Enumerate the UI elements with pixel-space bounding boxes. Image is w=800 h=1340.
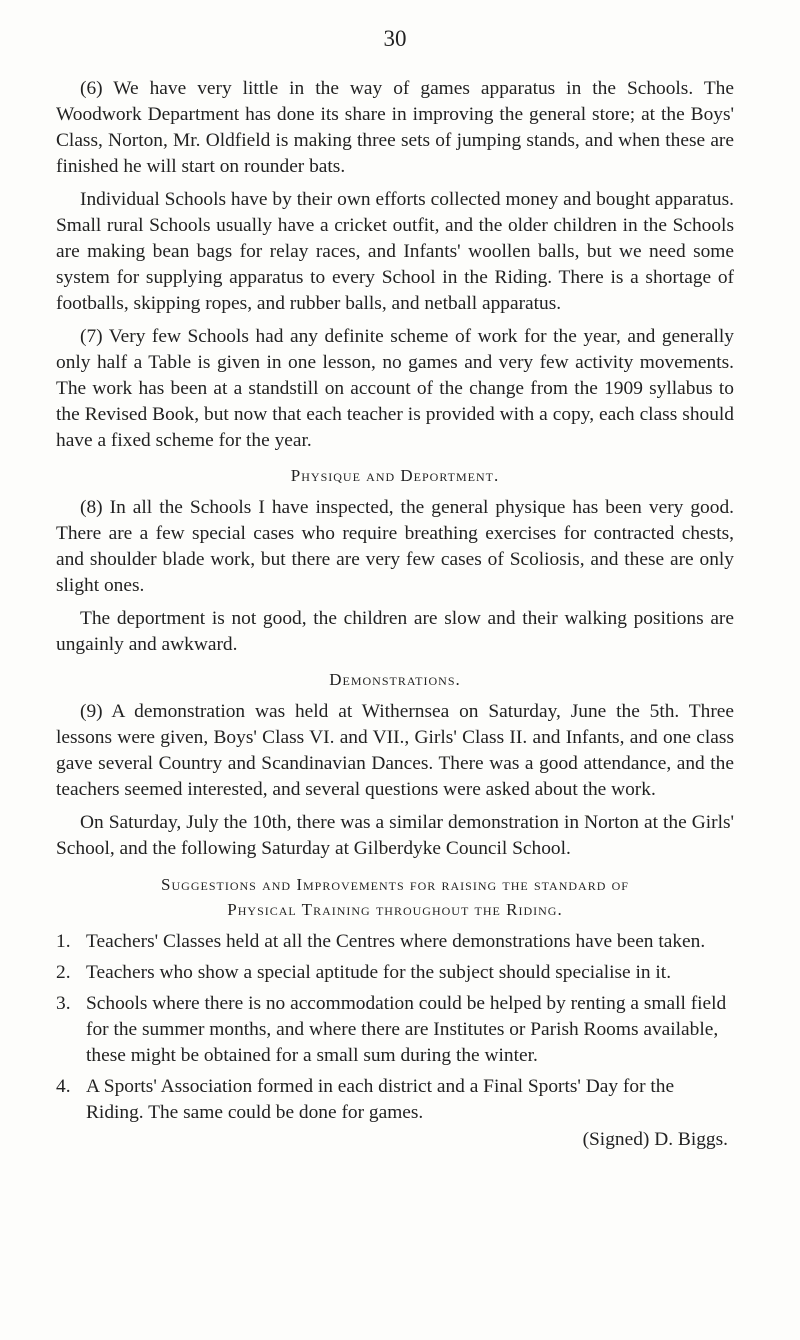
- list-item-number: 2.: [56, 962, 71, 983]
- list-item: [56, 960, 734, 986]
- list-item-text: Teachers who show a special aptitude for the subject should specialise in it.: [86, 962, 672, 983]
- list-item-text: Teachers' Classes held at all the Centres where demonstrations have been taken.: [86, 931, 706, 952]
- page-number: 30: [383, 26, 407, 51]
- list-item: [56, 991, 734, 1069]
- list-item-number: 4.: [56, 1076, 71, 1097]
- paragraph-physique: (8) In all the Schools I have inspected, the general physique has been very good. There are a few special cases who require breathing exercises for contracted chests, and shoulder blade work, but there are very few cases of Scoliosis, and these are only slight ones.: [56, 497, 734, 596]
- list-item-number: 3.: [56, 993, 71, 1014]
- list-item: [56, 1074, 734, 1126]
- suggestions-list: [56, 929, 734, 1126]
- heading-suggestions-line-1: Suggestions and Improvements for raising the standard of: [161, 875, 629, 894]
- paragraph-demonstration-withernsea: (9) A demonstration was held at Withernsea on Saturday, June the 5th. Three lessons were given, Boys' Class VI. and VII., Girls' Class II. and Infants, and one class gave several Country and Scandinavian Dances. There was a good attendance, and the teachers seemed interested, and several questions were asked about the work.: [56, 701, 734, 800]
- signature: (Signed) D. Biggs.: [582, 1129, 728, 1150]
- list-item-number: 1.: [56, 931, 71, 952]
- paragraph-scheme-of-work: (7) Very few Schools had any definite scheme of work for the year, and generally only half a Table is given in one lesson, no games and very few activity movements. The work has been at a standstill on account of the change from the 1909 syllabus to the Revised Book, but now that each teacher is provided with a copy, each class should have a fixed scheme for the year.: [56, 326, 734, 451]
- heading-suggestions: [56, 872, 734, 922]
- paragraph-deportment: The deportment is not good, the children are slow and their walking positions are ungainly and awkward.: [56, 608, 734, 655]
- list-item-text: A Sports' Association formed in each district and a Final Sports' Day for the Riding. The same could be done for games.: [86, 1076, 675, 1123]
- heading-suggestions-line-2: Physical Training throughout the Riding.: [227, 900, 563, 919]
- paragraph-games-apparatus: (6) We have very little in the way of games apparatus in the Schools. The Woodwork Department has done its share in improving the general store; at the Boys' Class, Norton, Mr. Oldfield is making three sets of jumping stands, and when these are finished he will start on rounder bats.: [56, 78, 734, 177]
- paragraph-demonstration-norton: On Saturday, July the 10th, there was a similar demonstration in Norton at the Girls' School, and the following Saturday at Gilberdyke Council School.: [56, 812, 734, 859]
- list-item-text: Schools where there is no accommodation could be helped by renting a small field for the summer months, and where there are Institutes or Parish Rooms available, these might be obtained for a small sum during the winter.: [86, 993, 727, 1066]
- heading-demonstrations: Demonstrations.: [329, 670, 461, 689]
- heading-physique-deportment: Physique and Deportment.: [290, 466, 500, 485]
- paragraph-individual-schools: Individual Schools have by their own efforts collected money and bought apparatus. Small rural Schools usually have a cricket outfit, and the older children in the Schools are making bean bags for relay races, and Infants' woollen balls, but we need some system for supplying apparatus to every School in the Riding. There is a shortage of footballs, skipping ropes, and rubber balls, and netball apparatus.: [56, 189, 734, 314]
- list-item: [56, 929, 734, 955]
